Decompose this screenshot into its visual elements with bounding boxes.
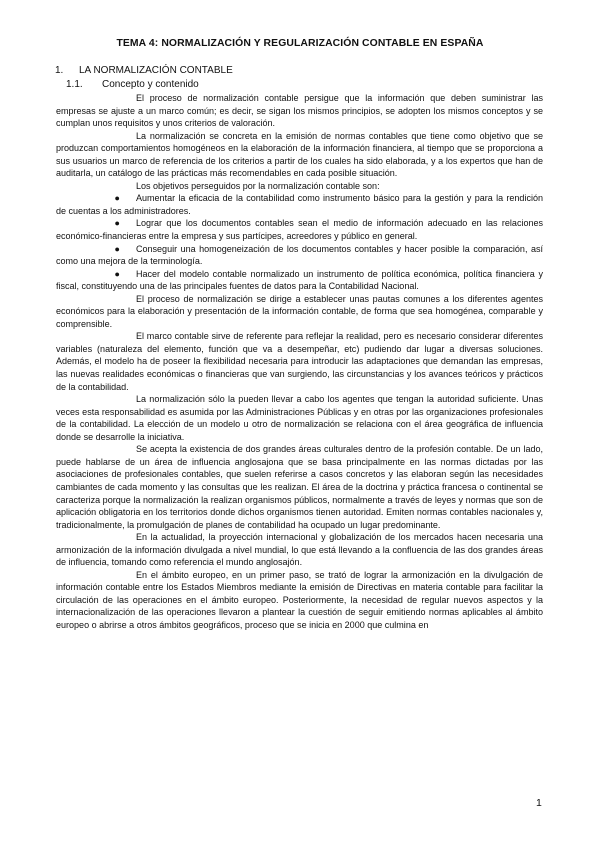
bullet-icon: ●	[114, 218, 120, 229]
bullet-text: Hacer del modelo contable normalizado un instrumento de política económica, política financiera y fiscal, constituyendo una de las principales fuentes de datos para la Contabilidad Nacional.	[56, 268, 543, 292]
paragraph: En la actualidad, la proyección internacional y globalización de los mercados hacen necesaria una armonización de la información divulgada a nivel mundial, lo que está llevando a la confluencia de las dos grandes áreas de influencia, tomando como referencia el mundo anglosajón.	[56, 532, 543, 568]
section-heading-1	[55, 65, 233, 76]
bullet-item	[56, 217, 543, 242]
paragraph: El proceso de normalización contable persigue que la información que deben suministrar las empresas se ajuste a un marco común; es decir, se sigan los mismos principios, se adopten los mismos conceptos y se cumplan unos requisitos y unos criterios de valoración.	[56, 93, 543, 129]
paragraph: La normalización se concreta en la emisión de normas contables que tiene como objetivo que se produzcan comportamientos homogéneos en la elaboración de la información financiera, al tiempo que se proporciona a sus usuarios un marco de referencia de los criterios a partir de los cuales ha sido elaborada, y a los expertos que han de auditarla, un catálogo de las prácticas más recomendables en cada posible situación.	[56, 130, 543, 179]
page-number: 1	[536, 797, 542, 809]
section-number: 1.	[55, 65, 64, 76]
bullet-item	[56, 268, 543, 293]
paragraph: El marco contable sirve de referente para reflejar la realidad, pero es necesario considerar diferentes variables (naturaleza del elemento, función que va a desempeñar, etc) pudiendo dar lugar a diversas soluciones. Además, el modelo ha de poseer la flexibilidad necesaria para introducir las adaptaciones que demandan las empresas, las nuevas realidades económicas o financieras que van surgiendo, las circunstancias y los avances teóricos y prácticos de la contabilidad.	[56, 331, 543, 392]
paragraph: El proceso de normalización se dirige a establecer unas pautas comunes a los diferentes agentes económicos para la elaboración y presentación de la información contable, de forma que sea homogénea, comparable y comprensible.	[56, 293, 543, 329]
document-title: TEMA 4: NORMALIZACIÓN Y REGULARIZACIÓN CONTABLE EN ESPAÑA	[116, 38, 484, 49]
section-title: LA NORMALIZACIÓN CONTABLE	[79, 65, 233, 76]
subsection-heading-1-1	[66, 79, 199, 90]
subsection-number: 1.1.	[66, 79, 83, 90]
bullet-icon: ●	[114, 243, 120, 254]
paragraph: Se acepta la existencia de dos grandes áreas culturales dentro de la profesión contable. De un lado, puede hablarse de un área de influencia anglosajona que se basa principalmente en las normas dictadas por las asociaciones de profesionales contables, que suelen referirse a casos concretos y las elaboran según las necesidades cambiantes de cada momento y las consultas que les realizan. El área de la doctrina y práctica francesa o continental se caracteriza porque la normalización la realizan organismos públicos, normalmente a través de leyes y normas que son de aplicación obligatoria en los territorios donde dichos organismos tienen autoridad. Emiten normas contables nacionales y, tradicionalmente, la promulgación de planes de contabilidad ha ocupado un lugar predominante.	[56, 444, 543, 530]
bullet-icon: ●	[114, 268, 120, 279]
paragraph: Los objetivos perseguidos por la normalización contable son:	[136, 180, 380, 191]
bullet-icon: ●	[114, 193, 120, 204]
paragraph: La normalización sólo la pueden llevar a cabo los agentes que tengan la autoridad suficiente. Unas veces esta responsabilidad es asumida por las Administraciones Públicas y en otras por las organizaciones profesionales de la contabilidad. La elección de un modelo u otro de normalización se relaciona con el área geográfica de influencia donde se desarrolle la iniciativa.	[56, 394, 543, 442]
bullet-item	[56, 192, 543, 217]
paragraph: En el ámbito europeo, en un primer paso, se trató de lograr la armonización en la divulgación de información contable entre los Estados Miembros mediante la emisión de Directivas en materia contable para facilitar la circulación de las operaciones en el ámbito europeo. Posteriormente, la necesidad de regular nuevos aspectos y la internacionalización de las operaciones llevaron a plantear la cuestión de seguir emitiendo normas aplicables al ámbito europeo o abrirse a otros ámbitos geográficos, proceso que se inicia en 2000 que culmina en	[56, 569, 543, 630]
body-text	[56, 92, 543, 632]
bullet-text: Conseguir una homogeneización de los documentos contables y hacer posible la comparación, así como una mejora de la terminología.	[56, 243, 543, 267]
bullet-text: Aumentar la eficacia de la contabilidad como instrumento básico para la gestión y para la rendición de cuentas a los administradores.	[56, 193, 543, 216]
subsection-title: Concepto y contenido	[102, 79, 199, 90]
bullet-item	[56, 243, 543, 268]
bullet-text: Lograr que los documentos contables sean el medio de información adecuado en las relaciones económico-financieras entre la empresa y sus partícipes, acreedores y público en general.	[56, 218, 543, 242]
